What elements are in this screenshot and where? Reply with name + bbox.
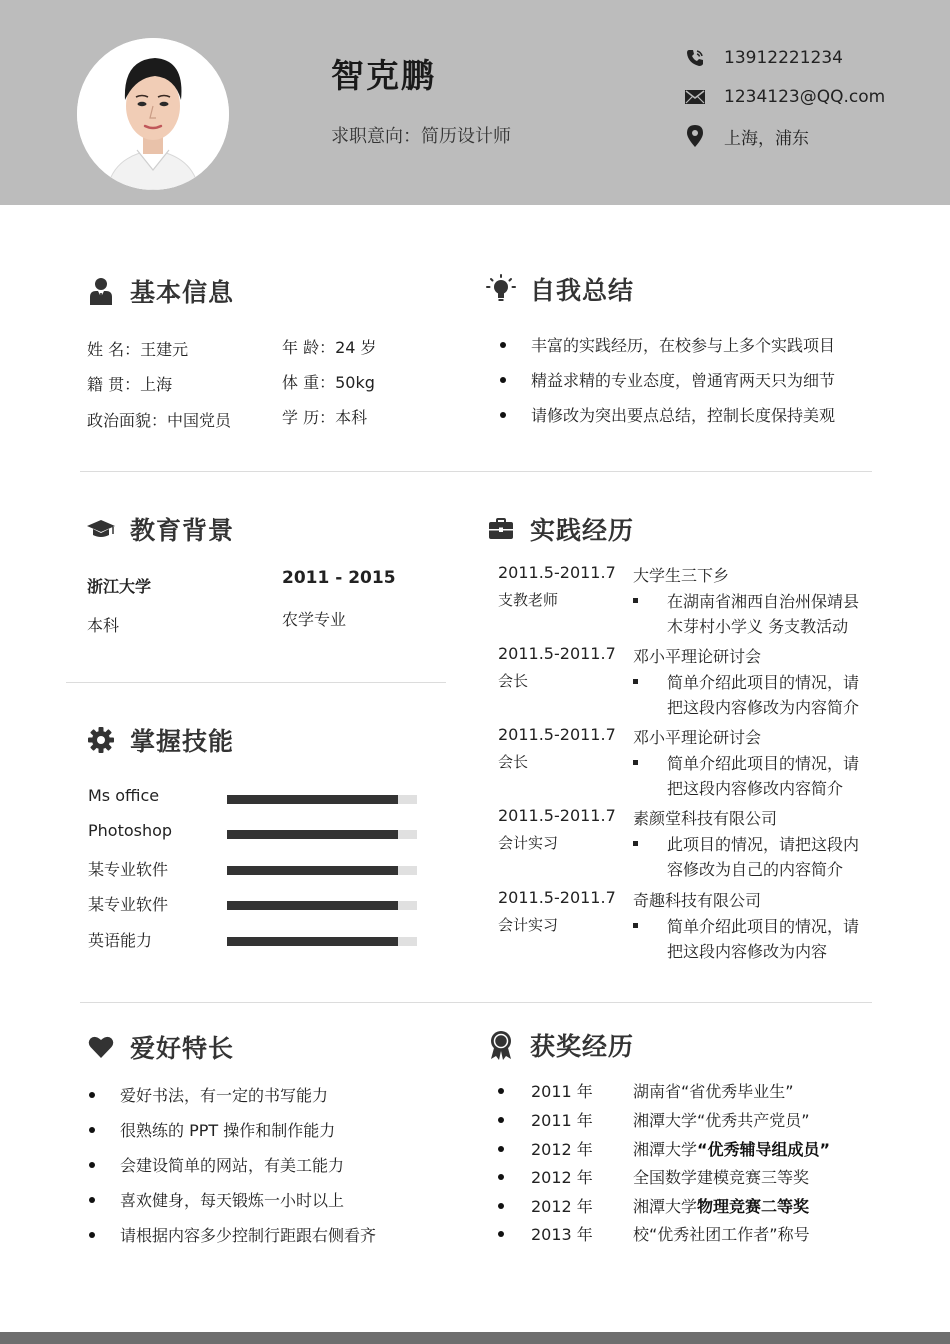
practice-org: 大学生三下乡 <box>633 566 730 585</box>
award-name: 湘潭大学“优秀共产党员” <box>633 1111 810 1130</box>
skill-row <box>88 928 418 952</box>
lightbulb-icon <box>486 274 516 304</box>
info-age: 年 龄：24 岁 <box>282 338 377 357</box>
info-hometown: 籍 贯：上海 <box>87 375 173 394</box>
award-row <box>498 1108 878 1132</box>
award-year: 2012 年 <box>531 1197 593 1216</box>
contact-email <box>684 84 886 110</box>
practice-org: 奇趣科技有限公司 <box>633 891 762 910</box>
bullet-square <box>633 923 638 928</box>
email-address[interactable]: 1234123@QQ.com <box>724 87 886 107</box>
section-title: 掌握技能 <box>130 727 235 756</box>
practice-desc: 简单介绍此项目的情况，请把这段内容修改内容简介 <box>667 754 860 798</box>
award-text <box>633 1108 810 1131</box>
practice-org: 素颜堂科技有限公司 <box>633 809 778 828</box>
list-item: 爱好书法，有一定的书写能力 <box>87 1083 376 1118</box>
award-row <box>498 1222 878 1246</box>
section-title: 实践经历 <box>530 516 635 545</box>
skill-bar-track <box>227 830 417 839</box>
skill-bar-fill <box>227 901 398 910</box>
info-politics: 政治面貌：中国党员 <box>87 411 232 430</box>
skill-row <box>88 821 418 845</box>
contact-phone <box>684 45 843 71</box>
hobbies-list <box>87 1083 376 1258</box>
award-row <box>498 1194 878 1218</box>
skill-name: 英语能力 <box>88 931 153 950</box>
award-row <box>498 1165 878 1189</box>
section-title: 自我总结 <box>530 276 635 305</box>
skill-name: 某专业软件 <box>88 895 169 914</box>
skill-bar-fill <box>227 795 398 804</box>
award-text <box>633 1222 810 1245</box>
divider <box>80 471 872 472</box>
award-name: 湘潭大学 <box>633 1197 698 1216</box>
practice-role: 会计实习 <box>498 834 559 852</box>
award-name: 全国数学建模竞赛三等奖 <box>633 1168 810 1187</box>
section-title: 获奖经历 <box>530 1032 635 1061</box>
heart-icon <box>86 1032 116 1062</box>
practice-role: 会长 <box>498 753 529 771</box>
skill-bar-fill <box>227 866 398 875</box>
bullet-dot <box>498 1088 504 1094</box>
section-education <box>86 512 234 546</box>
skill-row <box>88 892 418 916</box>
divider <box>80 1002 872 1003</box>
practice-date: 2011.5-2011.7 <box>498 806 616 825</box>
practice-org: 邓小平理论研讨会 <box>633 647 762 666</box>
gear-icon <box>86 725 116 755</box>
award-text <box>633 1165 809 1188</box>
practice-org: 邓小平理论研讨会 <box>633 728 762 747</box>
bullet-dot <box>498 1117 504 1123</box>
award-highlight: “优秀辅导组成员” <box>697 1140 831 1159</box>
award-name: 湘潭大学 <box>633 1140 698 1159</box>
info-name: 姓 名：王建元 <box>87 340 189 359</box>
section-title: 教育背景 <box>130 516 235 545</box>
list-item: 请根据内容多少控制行距跟右侧看齐 <box>87 1223 376 1258</box>
skill-bar-track <box>227 937 417 946</box>
phone-number[interactable]: 13912221234 <box>724 48 843 68</box>
section-practice <box>486 512 634 546</box>
bullet-square <box>633 760 638 765</box>
mail-icon <box>684 86 706 108</box>
award-year: 2011 年 <box>531 1082 593 1101</box>
award-row <box>498 1137 878 1161</box>
award-text <box>633 1194 809 1217</box>
practice-desc: 简单介绍此项目的情况，请把这段内容修改为内容简介 <box>667 673 860 717</box>
practice-role: 会长 <box>498 672 529 690</box>
bullet-square <box>633 598 638 603</box>
award-year: 2012 年 <box>531 1168 593 1187</box>
skill-bar-track <box>227 795 417 804</box>
medal-icon <box>486 1030 516 1060</box>
skill-row <box>88 857 418 881</box>
location-text: 上海，浦东 <box>724 128 809 149</box>
portrait-photo-icon <box>77 38 229 190</box>
degree: 本科 <box>87 616 120 635</box>
practice-desc: 在湖南省湘西自治州保靖县木芽村小学义 务支教活动 <box>667 592 860 636</box>
skill-bar-track <box>227 901 417 910</box>
practice-date: 2011.5-2011.7 <box>498 888 616 907</box>
info-weight: 体 重：50kg <box>282 373 375 392</box>
job-intent: 求职意向：简历设计师 <box>331 126 511 147</box>
bullet-square <box>633 679 638 684</box>
award-year: 2011 年 <box>531 1111 593 1130</box>
list-item: 精益求精的专业态度，曾通宵两天只为细节 <box>498 368 835 403</box>
skill-name: Photoshop <box>88 821 173 840</box>
section-skills <box>86 723 234 757</box>
major: 农学专业 <box>282 610 347 629</box>
section-awards <box>486 1028 634 1062</box>
skill-bar-fill <box>227 937 398 946</box>
bullet-dot <box>498 1203 504 1209</box>
list-item: 请修改为突出要点总结，控制长度保持美观 <box>498 403 835 438</box>
award-name: 校“优秀社团工作者”称号 <box>633 1225 810 1244</box>
award-text <box>633 1079 794 1102</box>
list-item: 丰富的实践经历，在校参与上多个实践项目 <box>498 333 835 368</box>
list-item: 很熟练的 PPT 操作和制作能力 <box>87 1118 376 1153</box>
practice-role: 支教老师 <box>498 591 559 609</box>
section-basic-info <box>86 274 234 308</box>
skill-bar-track <box>227 866 417 875</box>
user-icon <box>86 276 116 306</box>
bullet-dot <box>498 1174 504 1180</box>
header-banner <box>0 0 950 205</box>
contact-location <box>684 123 809 149</box>
list-item: 会建设简单的网站，有美工能力 <box>87 1153 376 1188</box>
school-name: 浙江大学 <box>87 577 152 596</box>
award-row <box>498 1079 878 1103</box>
self-summary-list <box>498 333 835 438</box>
practice-date: 2011.5-2011.7 <box>498 725 616 744</box>
skill-row <box>88 786 418 810</box>
award-year: 2013 年 <box>531 1225 593 1244</box>
practice-date: 2011.5-2011.7 <box>498 644 616 663</box>
graduation-cap-icon <box>86 514 116 544</box>
section-self-summary <box>486 272 634 306</box>
list-item: 喜欢健身，每天锻炼一小时以上 <box>87 1188 376 1223</box>
bullet-dot <box>498 1231 504 1237</box>
divider <box>66 682 446 683</box>
section-title: 基本信息 <box>130 278 235 307</box>
skill-name: 某专业软件 <box>88 860 169 879</box>
briefcase-icon <box>486 514 516 544</box>
avatar <box>77 38 229 190</box>
practice-desc: 此项目的情况，请把这段内容修改为自己的内容简介 <box>667 835 860 879</box>
bullet-square <box>633 841 638 846</box>
practice-date: 2011.5-2011.7 <box>498 563 616 582</box>
bullet-dot <box>498 1146 504 1152</box>
education-years: 2011 - 2015 <box>282 568 396 588</box>
section-title: 爱好特长 <box>130 1034 235 1063</box>
section-hobbies <box>86 1030 234 1064</box>
award-text <box>633 1137 830 1160</box>
practice-role: 会计实习 <box>498 916 559 934</box>
location-pin-icon <box>684 125 706 147</box>
skill-name: Ms office <box>88 786 160 805</box>
candidate-name: 智克鹏 <box>331 56 436 95</box>
award-name: 湖南省“省优秀毕业生” <box>633 1082 794 1101</box>
footer-bar <box>0 1332 950 1344</box>
practice-desc: 简单介绍此项目的情况，请把这段内容修改为内容 <box>667 917 860 961</box>
award-highlight: 物理竞赛二等奖 <box>697 1197 810 1216</box>
phone-icon <box>684 47 706 69</box>
info-education: 学 历：本科 <box>282 408 368 427</box>
skill-bar-fill <box>227 830 398 839</box>
award-year: 2012 年 <box>531 1140 593 1159</box>
